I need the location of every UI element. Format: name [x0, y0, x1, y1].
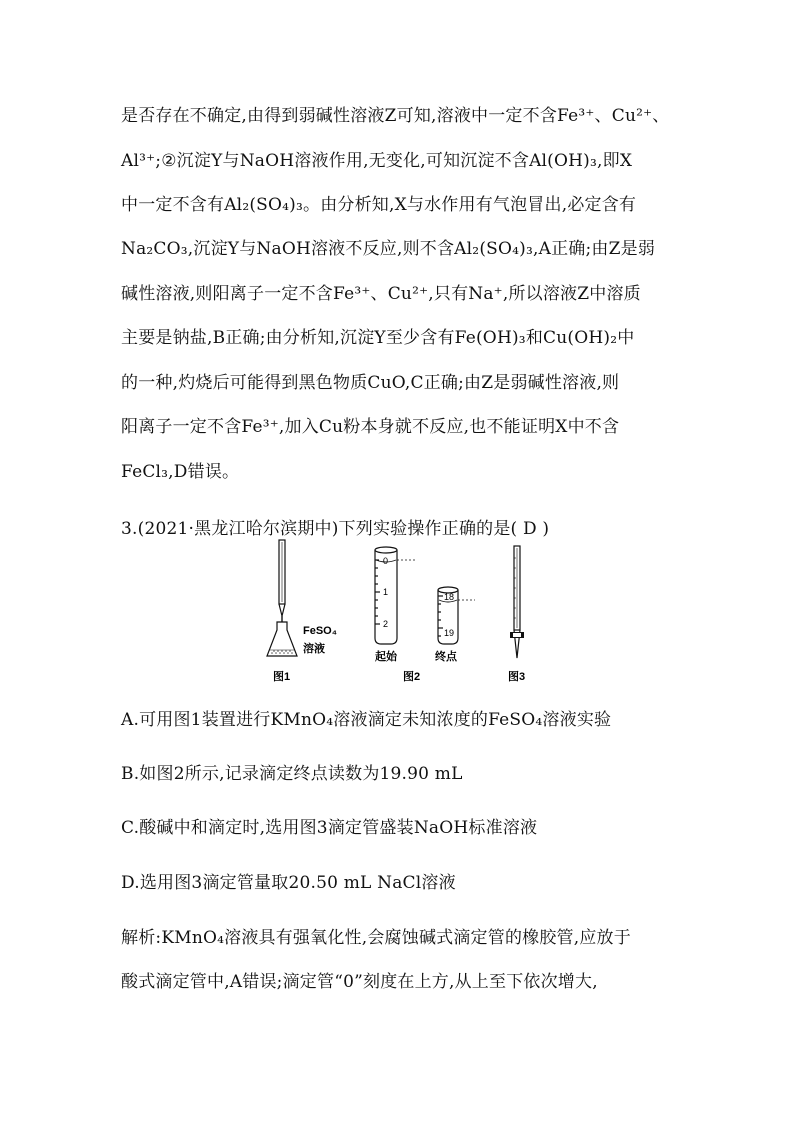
experiment-figure — [263, 538, 563, 688]
start-tick-2: 2 — [383, 619, 389, 629]
flask-solution-dots — [271, 650, 293, 654]
start-tick-0: 0 — [383, 556, 389, 566]
figure2-start-tube — [375, 547, 415, 644]
text-line: Al³⁺;②沉淀Y与NaOH溶液作用,无变化,可知沉淀不含Al(OH)₃,即X — [121, 151, 633, 171]
figure3-burette — [514, 546, 520, 658]
flask-label-2: 溶液 — [303, 643, 325, 655]
burette-tip — [279, 604, 285, 616]
figure1-caption: 图1 — [273, 671, 291, 683]
text-line: 中一定不含有Al₂(SO₄)₃。由分析知,X与水作用有气泡冒出,必定含有 — [121, 195, 637, 215]
text-line: 主要是钠盐,B正确;由分析知,沉淀Y至少含有Fe(OH)₃和Cu(OH)₂中 — [121, 328, 635, 348]
question-stem: 3.(2021·黑龙江哈尔滨期中)下列实验操作正确的是( D ) — [121, 519, 550, 539]
flask-label-1: FeSO₄ — [303, 625, 337, 637]
analysis-line: 酸式滴定管中,A错误;滴定管“0”刻度在上方,从上至下依次增大, — [121, 972, 598, 992]
end-tick-19: 19 — [444, 628, 455, 638]
figure2-caption: 图2 — [403, 671, 421, 683]
apparatus-illustration — [263, 538, 563, 688]
option-b: B.如图2所示,记录滴定终点读数为19.90 mL — [121, 764, 463, 784]
figure3-caption: 图3 — [508, 671, 526, 683]
text-line: 的一种,灼烧后可能得到黑色物质CuO,C正确;由Z是弱碱性溶液,则 — [121, 373, 620, 393]
option-a: A.可用图1装置进行KMnO₄溶液滴定未知浓度的FeSO₄溶液实验 — [121, 710, 612, 730]
start-tick-1: 1 — [383, 587, 389, 597]
analysis-line: 解析:KMnO₄溶液具有强氧化性,会腐蚀碱式滴定管的橡胶管,应放于 — [121, 928, 631, 948]
option-c: C.酸碱中和滴定时,选用图3滴定管盛装NaOH标准溶液 — [121, 818, 538, 838]
end-label: 终点 — [435, 651, 457, 663]
text-line: 碱性溶液,则阳离子一定不含Fe³⁺、Cu²⁺,只有Na⁺,所以溶液Z中溶质 — [121, 284, 641, 304]
end-tick-18: 18 — [444, 592, 455, 602]
text-line: 是否存在不确定,由得到弱碱性溶液Z可知,溶液中一定不含Fe³⁺、Cu²⁺、 — [121, 106, 670, 126]
text-line: 阳离子一定不含Fe³⁺,加入Cu粉本身就不反应,也不能证明X中不含 — [121, 417, 620, 437]
figure1-apparatus — [267, 540, 297, 656]
text-line: Na₂CO₃,沉淀Y与NaOH溶液不反应,则不含Al₂(SO₄)₃,A正确;由Z是弱 — [121, 239, 656, 259]
option-d: D.选用图3滴定管量取20.50 mL NaCl溶液 — [121, 873, 456, 893]
text-line: FeCl₃,D错误。 — [121, 462, 240, 482]
start-label: 起始 — [375, 651, 397, 663]
stopcock-hole — [513, 633, 521, 637]
